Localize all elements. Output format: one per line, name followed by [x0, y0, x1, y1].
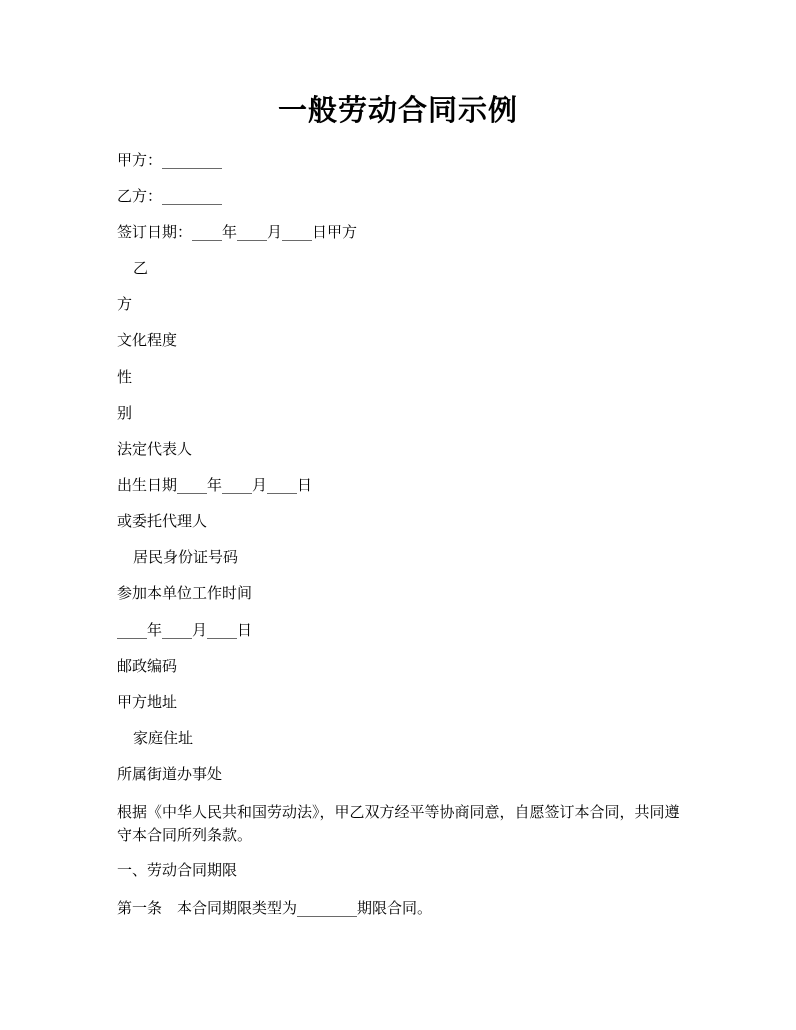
section-heading-contract-term: 一、劳动合同期限 [117, 861, 238, 879]
document-title: 一般劳动合同示例 [277, 93, 518, 127]
field-label-authorized-agent: 或委托代理人 [117, 512, 208, 530]
article-1: 第一条 本合同期限类型为________期限合同。 [117, 899, 433, 917]
field-label-yi: 乙 [133, 259, 149, 277]
field-work-start-date: ____年____月____日 [117, 621, 253, 639]
field-label-legal-representative: 法定代表人 [117, 440, 193, 458]
signing-date-line: 签订日期：____年____月____日甲方 [117, 223, 358, 241]
field-label-home-address: 家庭住址 [133, 729, 194, 747]
field-label-birth-date: 出生日期____年____月____日 [117, 476, 313, 494]
intro-paragraph: 根据《中华人民共和国劳动法》，甲乙双方经平等协商同意，自愿签订本合同，共同遵守本合同所列条款。 [117, 803, 680, 844]
party-b-line: 乙方：________ [117, 187, 223, 205]
field-label-id-number: 居民身份证号码 [133, 548, 239, 566]
field-label-bie: 别 [117, 404, 133, 422]
field-label-postal-code: 邮政编码 [117, 657, 178, 675]
field-label-xing: 性 [117, 368, 133, 386]
field-label-street-office: 所属街道办事处 [117, 765, 223, 783]
field-label-party-a-address: 甲方地址 [117, 693, 178, 711]
field-label-fang: 方 [117, 295, 133, 313]
party-a-line: 甲方：________ [117, 151, 223, 169]
field-label-education: 文化程度 [117, 331, 178, 349]
field-label-work-start-time: 参加本单位工作时间 [117, 584, 253, 602]
